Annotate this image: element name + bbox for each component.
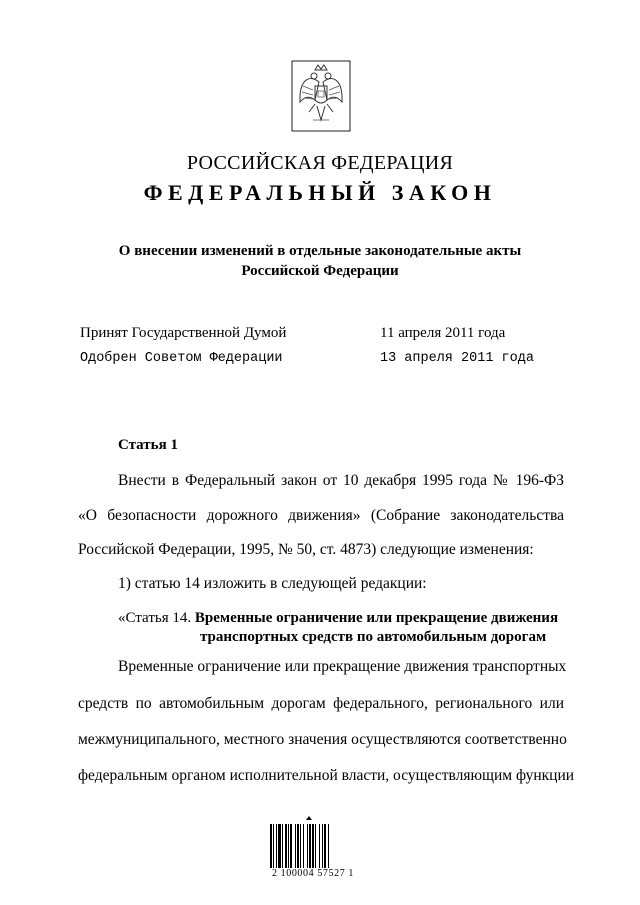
paragraph-line: Внести в Федеральный закон от 10 декабря 1995 года № 196-ФЗ — [118, 472, 564, 489]
barcode-bar — [285, 824, 287, 868]
paragraph-line: межмуниципального, местного значения осуществляются соответственно — [78, 731, 567, 748]
barcode-bar — [328, 824, 329, 868]
paragraph-line: Временные ограничение или прекращение движения транспортных — [118, 658, 567, 675]
barcode-number: 2 100004 57527 1 — [271, 868, 355, 879]
barcode-bar — [270, 824, 272, 868]
barcode-bar — [282, 824, 283, 868]
barcode-icon — [268, 816, 354, 868]
barcode-bar — [322, 824, 323, 868]
barcode-bar — [312, 824, 314, 868]
paragraph-line: «О безопасности дорожного движения» (Собрание законодательства — [78, 507, 564, 524]
adopted-by-duma-date: 11 апреля 2011 года — [380, 325, 506, 341]
barcode-bar — [309, 824, 311, 868]
article-14-title — [118, 609, 558, 647]
paragraph-line: Российской Федерации, 1995, № 50, ст. 4873) следующие изменения: — [78, 541, 534, 558]
law-subject-line-2: Российской Федерации — [241, 263, 399, 279]
barcode-bar — [319, 824, 320, 868]
barcode-bar — [273, 824, 274, 868]
barcode-bar — [315, 824, 316, 868]
barcode-bar — [300, 824, 301, 868]
barcode-bar — [288, 824, 289, 868]
document-type-title: ФЕДЕРАЛЬНЫЙ ЗАКОН — [143, 180, 497, 205]
law-subject-line-1: О внесении изменений в отдельные законодательные акты — [118, 243, 522, 259]
barcode-bar — [297, 824, 299, 868]
article-14-prefix: «Статья 14. — [118, 610, 192, 626]
amendment-item: 1) статью 14 изложить в следующей редакции: — [118, 575, 427, 592]
barcode-bar — [324, 824, 326, 868]
coat-of-arms-icon — [291, 60, 351, 132]
adopted-by-duma-label: Принят Государственной Думой — [80, 325, 287, 341]
country-title: РОССИЙСКАЯ ФЕДЕРАЦИЯ — [186, 152, 454, 174]
article-heading: Статья 1 — [118, 437, 178, 453]
barcode-bar — [307, 824, 308, 868]
barcode-bar — [295, 824, 296, 868]
barcode-bar — [290, 824, 292, 868]
barcode-bar — [276, 824, 277, 868]
article-14-title-line-2: транспортных средств по автомобильным дорогам — [200, 629, 547, 645]
paragraph-line: федеральным органом исполнительной власти, осуществляющим функции — [78, 767, 575, 784]
law-subject — [0, 241, 640, 281]
paragraph-line: средств по автомобильным дорогам федерального, регионального или — [78, 695, 564, 712]
barcode-bar — [303, 824, 304, 868]
approved-by-council-date: 13 апреля 2011 года — [380, 351, 534, 366]
barcode-bar — [278, 824, 281, 868]
article-14-title-line-1: Временные ограничение или прекращение движения — [194, 610, 559, 626]
approved-by-council-label: Одобрен Советом Федерации — [80, 351, 283, 366]
